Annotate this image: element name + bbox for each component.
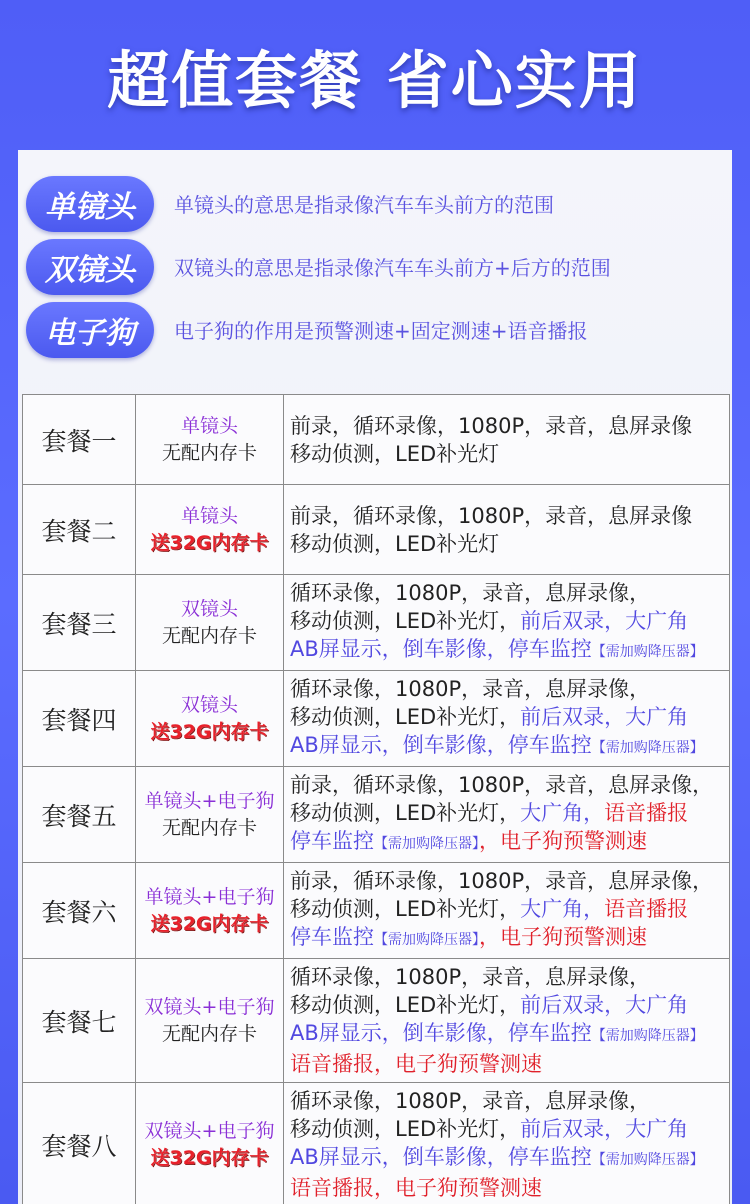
package-type	[136, 1083, 284, 1204]
feature-text: AB屏显示，倒车影像，停车监控	[290, 1145, 592, 1169]
package-row	[23, 767, 730, 863]
package-type	[136, 959, 284, 1083]
feature-text: 循环录像，1080P，录音，息屏录像，	[290, 965, 651, 989]
package-memory-card: 无配内存卡	[161, 1022, 257, 1045]
feature-text: 语音播报	[604, 897, 689, 921]
package-name: 套餐七	[23, 959, 136, 1083]
package-row	[23, 671, 730, 767]
package-features	[284, 575, 730, 671]
feature-text: 语音播报，电子狗预警测速	[290, 1052, 542, 1076]
package-camera-type: 双镜头+电子狗	[144, 995, 275, 1018]
feature-line	[290, 1050, 725, 1078]
package-camera-type: 双镜头	[180, 597, 238, 620]
feature-text: 停车监控	[290, 925, 374, 949]
package-camera-type: 单镜头+电子狗	[144, 885, 275, 908]
feature-text: 【需加购降压器】	[374, 932, 479, 948]
feature-text: 循环录像，1080P，录音，息屏录像，	[290, 1089, 651, 1113]
definition-row	[26, 298, 726, 361]
feature-text: 前后双录，大广角	[520, 993, 689, 1017]
feature-text: ，电子狗预警测速	[479, 925, 647, 949]
definition-row	[26, 172, 726, 235]
feature-line	[290, 703, 725, 731]
feature-line	[290, 530, 725, 558]
package-name: 套餐五	[23, 767, 136, 863]
package-row	[23, 863, 730, 959]
feature-text: 移动侦测，LED补光灯，	[290, 897, 521, 921]
feature-text: 【需加购降压器】	[591, 1028, 704, 1044]
package-type	[136, 485, 284, 575]
package-memory-card: 无配内存卡	[161, 816, 257, 839]
feature-text: 移动侦测，LED补光灯，	[290, 609, 521, 633]
package-table	[22, 394, 730, 1204]
feature-text: 【需加购降压器】	[374, 836, 479, 852]
feature-line	[290, 1087, 725, 1115]
package-name: 套餐四	[23, 671, 136, 767]
feature-line	[290, 771, 725, 799]
package-camera-type: 单镜头	[180, 414, 238, 437]
feature-text: 移动侦测，LED补光灯，	[290, 1117, 521, 1141]
package-camera-type: 单镜头	[180, 504, 238, 527]
feature-line	[290, 1115, 725, 1143]
feature-line	[290, 827, 725, 858]
package-row	[23, 485, 730, 575]
feature-text: 前后双录，大广角	[520, 1117, 689, 1141]
feature-text: 移动侦测，LED补光灯，	[290, 705, 521, 729]
package-features	[284, 395, 730, 485]
definition-text: 电子狗的作用是预警测速+固定测速+语音播报	[174, 319, 588, 343]
package-features	[284, 485, 730, 575]
feature-text: 语音播报，电子狗预警测速	[290, 1176, 542, 1200]
feature-line	[290, 1019, 725, 1050]
package-type	[136, 767, 284, 863]
feature-line	[290, 1143, 725, 1174]
feature-line	[290, 440, 725, 468]
definition-badge: 单镜头	[26, 176, 154, 232]
definition-row	[26, 235, 726, 298]
feature-text: 前录，循环录像，1080P，录音，息屏录像，	[290, 869, 714, 893]
package-camera-type: 双镜头	[180, 693, 238, 716]
feature-text: 移动侦测，LED补光灯	[290, 531, 500, 556]
package-type	[136, 863, 284, 959]
package-name: 套餐一	[23, 395, 136, 485]
package-name: 套餐三	[23, 575, 136, 671]
feature-text: 移动侦测，LED补光灯，	[290, 993, 521, 1017]
definition-text: 单镜头的意思是指录像汽车车头前方的范围	[174, 193, 554, 217]
content-panel	[18, 150, 732, 1204]
feature-line	[290, 502, 725, 530]
feature-line	[290, 412, 725, 440]
feature-text: 移动侦测，LED补光灯	[290, 441, 500, 466]
feature-text: 大广角，	[520, 801, 605, 825]
package-features	[284, 863, 730, 959]
feature-text: 循环录像，1080P，录音，息屏录像，	[290, 677, 651, 701]
feature-line	[290, 675, 725, 703]
package-features	[284, 671, 730, 767]
definition-text: 双镜头的意思是指录像汽车车头前方+后方的范围	[174, 256, 611, 280]
feature-text: 【需加购降压器】	[591, 740, 704, 756]
feature-line	[290, 923, 725, 954]
package-row	[23, 959, 730, 1083]
feature-line	[290, 635, 725, 666]
definition-badge: 电子狗	[26, 302, 154, 358]
feature-text: 前后双录，大广角	[520, 609, 689, 633]
header-banner	[0, 0, 750, 150]
feature-text: 循环录像，1080P，录音，息屏录像，	[290, 581, 651, 605]
feature-line	[290, 607, 725, 635]
feature-text: 大广角，	[520, 897, 605, 921]
feature-text: AB屏显示，倒车影像，停车监控	[290, 637, 592, 661]
package-memory-card: 无配内存卡	[161, 624, 257, 647]
package-type	[136, 395, 284, 485]
feature-text: AB屏显示，倒车影像，停车监控	[290, 733, 592, 757]
package-features	[284, 1083, 730, 1204]
package-memory-card: 送32G内存卡	[150, 912, 269, 935]
feature-line	[290, 731, 725, 762]
feature-text: 【需加购降压器】	[591, 1152, 704, 1168]
package-row	[23, 1083, 730, 1204]
package-memory-card: 送32G内存卡	[150, 720, 269, 743]
feature-line	[290, 579, 725, 607]
package-memory-card: 送32G内存卡	[150, 1146, 269, 1169]
feature-text: 前后双录，大广角	[520, 705, 689, 729]
package-name: 套餐二	[23, 485, 136, 575]
feature-text: AB屏显示，倒车影像，停车监控	[290, 1021, 592, 1045]
package-memory-card: 送32G内存卡	[150, 531, 269, 554]
feature-line	[290, 963, 725, 991]
feature-line	[290, 867, 725, 895]
package-type	[136, 671, 284, 767]
feature-text: 前录，循环录像，1080P，录音，息屏录像	[290, 413, 693, 438]
package-features	[284, 959, 730, 1083]
package-memory-card: 无配内存卡	[161, 441, 257, 464]
feature-line	[290, 895, 725, 923]
package-type	[136, 575, 284, 671]
feature-text: ，电子狗预警测速	[479, 829, 647, 853]
feature-text: 前录，循环录像，1080P，录音，息屏录像	[290, 503, 693, 528]
feature-text: 停车监控	[290, 829, 374, 853]
feature-text: 【需加购降压器】	[591, 644, 704, 660]
feature-text: 移动侦测，LED补光灯，	[290, 801, 521, 825]
package-features	[284, 767, 730, 863]
package-row	[23, 395, 730, 485]
package-name: 套餐八	[23, 1083, 136, 1204]
package-name: 套餐六	[23, 863, 136, 959]
feature-line	[290, 991, 725, 1019]
feature-line	[290, 1174, 725, 1202]
package-row	[23, 575, 730, 671]
definitions-list	[26, 172, 726, 361]
feature-text: 语音播报	[604, 801, 689, 825]
package-camera-type: 双镜头+电子狗	[144, 1119, 275, 1142]
package-camera-type: 单镜头+电子狗	[144, 789, 275, 812]
feature-line	[290, 799, 725, 827]
page-title: 超值套餐 省心实用	[107, 43, 643, 117]
feature-text: 前录，循环录像，1080P，录音，息屏录像，	[290, 773, 714, 797]
definition-badge: 双镜头	[26, 239, 154, 295]
